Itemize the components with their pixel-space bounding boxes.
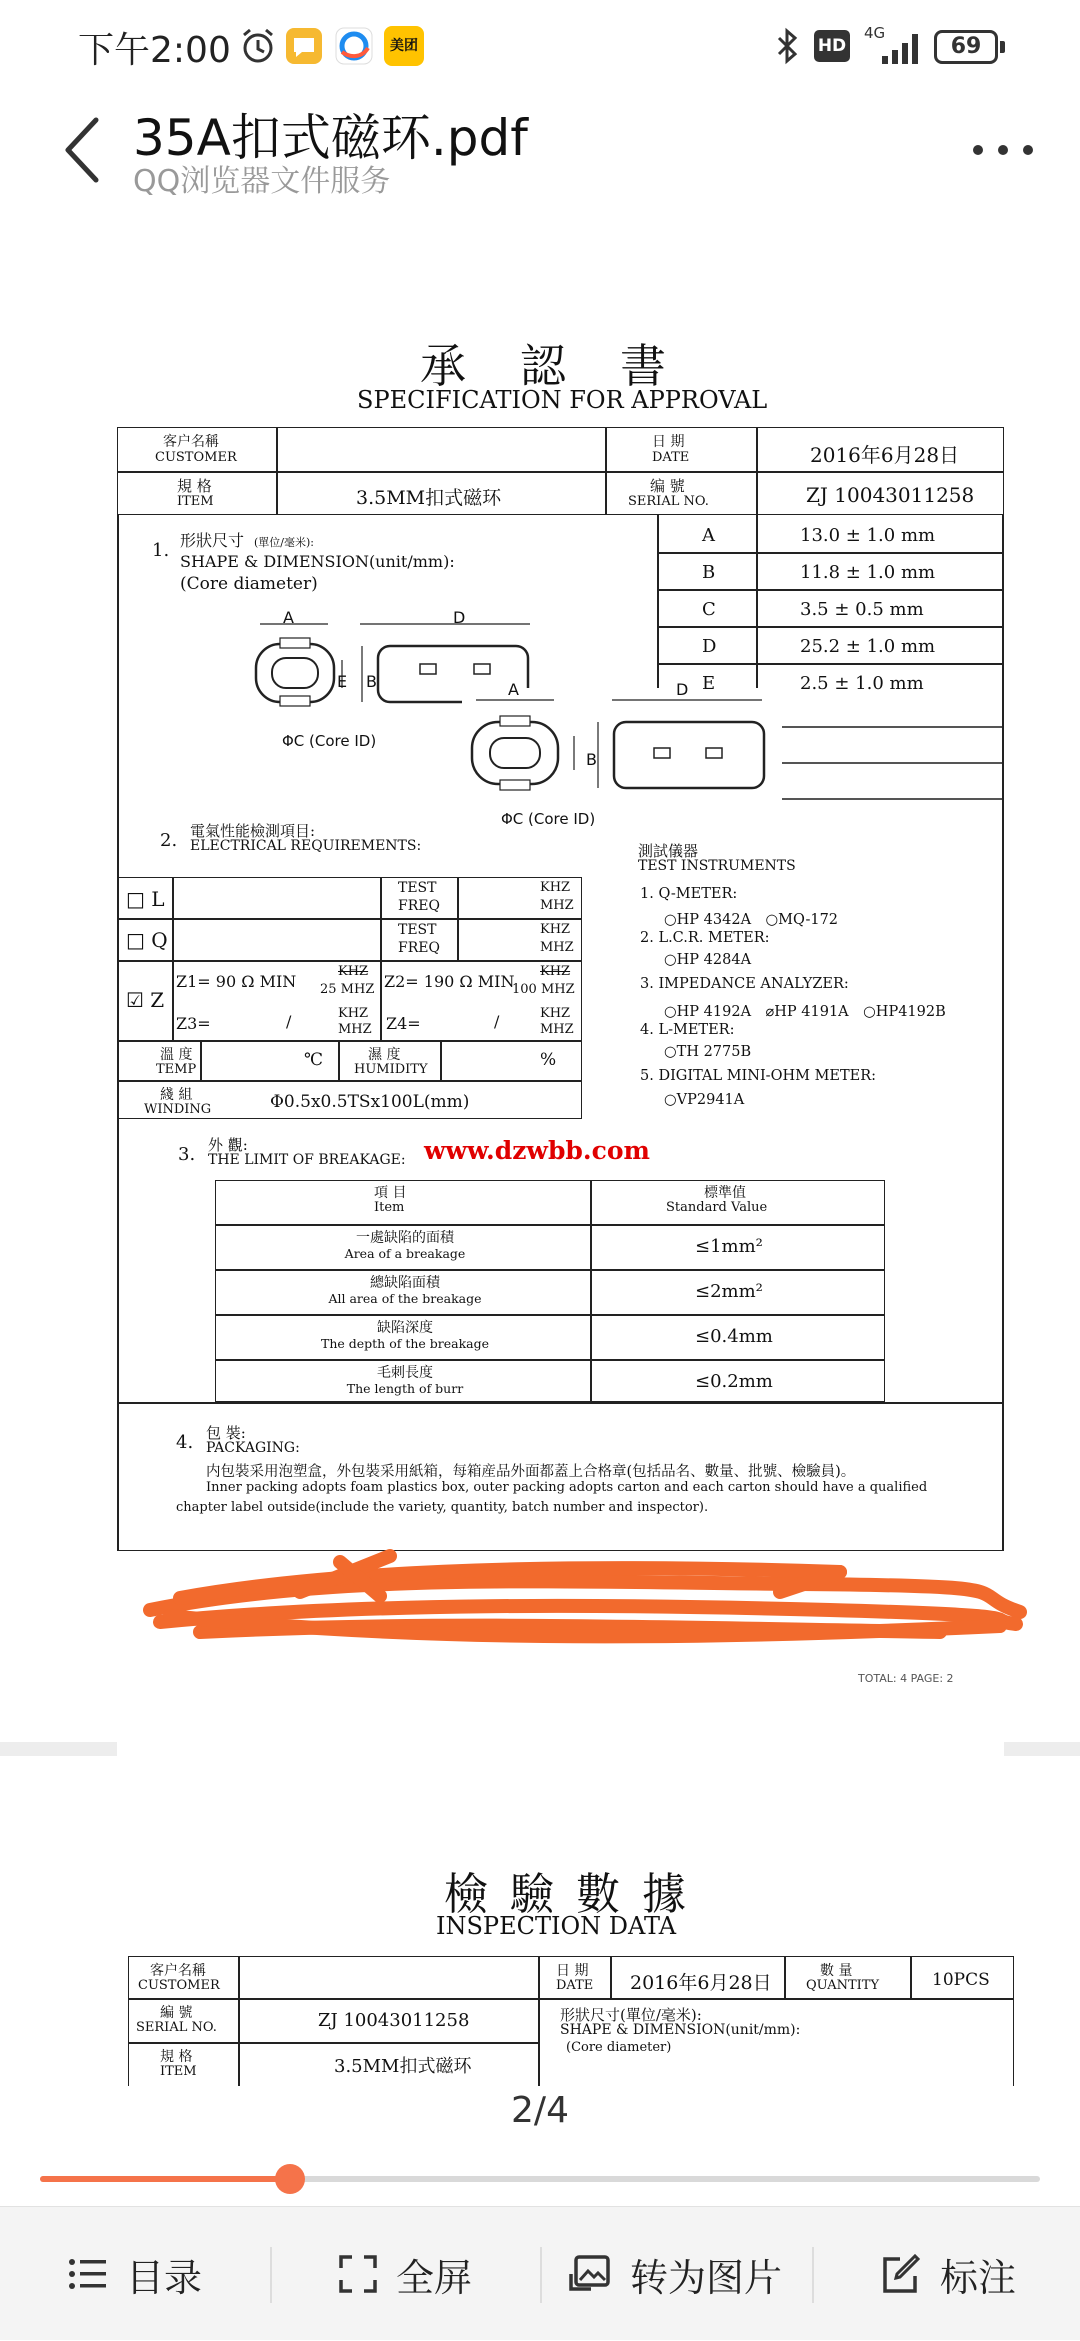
p3-shape-title-en: SHAPE & DIMENSION(unit/mm):	[560, 2022, 801, 2038]
sec1-unit: (單位/毫米):	[254, 536, 314, 549]
diagram-label-d-large: D	[676, 680, 689, 699]
pdf-viewer[interactable]	[0, 212, 1080, 2079]
p3-customer-label: 客户名稱	[150, 1963, 206, 1979]
divider	[782, 798, 1002, 800]
z3-khz: KHZ	[338, 1006, 369, 1021]
fullscreen-button[interactable]	[338, 2207, 472, 2341]
humidity-label: 濕 度	[368, 1047, 401, 1063]
redaction-scribble	[140, 1532, 1040, 1672]
dimension-key: C	[702, 599, 716, 620]
dimension-value: 13.0 ± 1.0 mm	[800, 525, 936, 546]
test-label: TEST	[398, 922, 437, 938]
item-value: 3.5MM扣式磁环	[356, 487, 502, 509]
p3-item-label-en: ITEM	[160, 2064, 197, 2079]
divider	[756, 427, 758, 515]
date-value: 2016年6月28日	[810, 443, 960, 467]
toc-button[interactable]	[68, 2207, 202, 2341]
serial-label: 编 號	[650, 477, 685, 495]
date-label: 日 期	[652, 434, 685, 450]
divider	[238, 1956, 240, 2086]
watermark-text: www.dzwbb.com	[424, 1136, 650, 1165]
sec2-title: 電氣性能檢測項目:	[190, 822, 316, 840]
instrument-line: ○HP 4192A ⌀HP 4191A ○HP4192B	[664, 1004, 946, 1020]
p3-serial-label-en: SERIAL NO.	[136, 2020, 217, 2035]
breakage-item-en: The depth of the breakage	[320, 1336, 490, 1351]
notes-app-icon	[284, 26, 324, 66]
page-footer: TOTAL: 4 PAGE: 2	[858, 1672, 954, 1685]
date-label-en: DATE	[652, 450, 690, 465]
checkbox-q: □ Q	[126, 928, 168, 952]
packaging-en-2: chapter label outside(include the variety, quantity, batch number and inspector).	[176, 1500, 709, 1515]
temp-unit: ℃	[304, 1050, 324, 1070]
divider	[117, 1402, 1004, 1404]
sec4-num: 4.	[176, 1432, 194, 1453]
test-label: TEST	[398, 880, 437, 896]
battery-tip	[1000, 41, 1005, 53]
winding-label-en: WINDING	[144, 1102, 212, 1117]
z1-freq: 25 MHZ	[320, 982, 375, 997]
diagram-label-d: D	[453, 608, 466, 627]
instrument-line: ○HP 4284A	[664, 952, 752, 968]
document-title: 35A扣式磁环.pdf	[133, 109, 528, 167]
divider	[117, 1080, 582, 1082]
mhz-label: MHZ	[540, 940, 574, 955]
z2-khz: KHZ	[540, 964, 571, 979]
bottom-toolbar	[0, 2206, 1080, 2340]
p3-date-label-en: DATE	[556, 1978, 594, 1993]
diagram-label-a-large: A	[508, 680, 519, 699]
toolbar-separator	[540, 2247, 542, 2303]
divider	[380, 877, 382, 1040]
divider	[538, 1956, 540, 2086]
z4-mhz: MHZ	[540, 1022, 574, 1037]
dimension-value: 3.5 ± 0.5 mm	[800, 599, 924, 620]
4g-signal-icon	[878, 26, 926, 66]
convert-image-label: 转为图片	[630, 2255, 783, 2300]
page3-title: 檢 驗 數 據	[444, 1869, 690, 1920]
bluetooth-icon	[774, 26, 800, 66]
app-header	[0, 92, 1080, 212]
breakage-item: 總缺陷面積	[370, 1275, 440, 1291]
packaging-en-1: Inner packing adopts foam plastics box, outer packing adopts carton and each carton should have a qualified	[206, 1480, 928, 1495]
diagram-label-a: A	[283, 608, 294, 627]
customer-label-en: CUSTOMER	[155, 450, 237, 465]
sec2-title-en: ELECTRICAL REQUIREMENTS:	[190, 838, 422, 854]
meituan-icon: 美团	[384, 26, 424, 66]
humidity-label-en: HUMIDITY	[354, 1062, 428, 1077]
status-time: 下午2:00	[78, 30, 231, 71]
network-type: 4G	[864, 24, 886, 42]
z1-value: Z1= 90 Ω MIN	[176, 972, 297, 991]
qq-browser-icon	[334, 26, 374, 66]
p3-serial-label: 編 號	[160, 2005, 193, 2021]
humidity-unit: %	[540, 1050, 557, 1070]
dimension-key: E	[702, 673, 716, 694]
p3-date-label: 日 期	[556, 1963, 589, 1979]
instruments-title-en: TEST INSTRUMENTS	[638, 858, 796, 874]
divider	[128, 2042, 538, 2044]
breakage-item: 缺陷深度	[377, 1320, 433, 1336]
divider	[457, 877, 459, 960]
freq-label: FREQ	[398, 940, 440, 956]
breakage-head-item-en: Item	[374, 1200, 405, 1215]
serial-value: ZJ 10043011258	[806, 483, 975, 507]
divider	[440, 1040, 442, 1080]
z2-value: Z2= 190 Ω MIN	[384, 972, 515, 991]
battery-icon	[934, 30, 998, 64]
breakage-value: ≤1mm²	[695, 1236, 763, 1257]
electrical-table	[117, 877, 582, 1119]
divider	[784, 1956, 786, 1998]
p3-qty-label: 數 量	[820, 1963, 853, 1979]
instrument-line: ○VP2941A	[664, 1092, 745, 1108]
p3-shape-title: 形狀尺寸(單位/毫米):	[560, 2006, 702, 2024]
list-icon	[68, 2256, 108, 2292]
instrument-line: 1. Q-METER:	[640, 886, 738, 902]
divider	[590, 1180, 592, 1402]
divider	[605, 427, 607, 515]
doc-title-cn: 承 認 書	[420, 339, 670, 393]
divider	[276, 427, 278, 515]
divider	[117, 1040, 582, 1042]
toolbar-separator	[270, 2247, 272, 2303]
divider	[215, 1224, 885, 1226]
sec1-note: (Core diameter)	[180, 574, 318, 594]
sec3-title: 外 觀:	[208, 1136, 248, 1154]
toc-label: 目录	[126, 2255, 203, 2300]
divider	[338, 1040, 340, 1080]
divider	[782, 726, 1002, 728]
khz-label: KHZ	[540, 922, 571, 937]
divider	[657, 589, 1002, 591]
document-source: QQ浏览器文件服务	[133, 164, 391, 199]
p3-serial-value: ZJ 10043011258	[318, 2010, 470, 2031]
temp-label: 溫 度	[160, 1047, 193, 1063]
dimension-key: D	[702, 636, 717, 657]
breakage-head-item: 項 目	[374, 1185, 407, 1201]
hd-icon: HD	[814, 30, 850, 62]
divider	[657, 663, 1002, 665]
instrument-line: 2. L.C.R. METER:	[640, 930, 770, 946]
divider	[117, 471, 1004, 473]
diagram-label-b: B	[366, 672, 377, 691]
diagram-label-e: E	[337, 672, 348, 691]
doc-title-en: SPECIFICATION FOR APPROVAL	[357, 386, 768, 414]
z3-value: Z3=	[176, 1014, 211, 1033]
instruments-title: 測試儀器	[638, 842, 699, 860]
slider-thumb[interactable]	[275, 2164, 305, 2194]
divider	[657, 626, 1002, 628]
z4-khz: KHZ	[540, 1006, 571, 1021]
customer-label: 客户名稱	[163, 434, 219, 450]
page3-title-en: INSPECTION DATA	[436, 1912, 677, 1940]
breakage-item-en: All area of the breakage	[328, 1291, 482, 1306]
serial-label-en: SERIAL NO.	[628, 494, 709, 509]
z3-slash: /	[286, 1012, 292, 1031]
divider	[910, 1956, 912, 1998]
edit-icon	[880, 2254, 922, 2294]
instrument-line: ○HP 4342A ○MQ-172	[664, 912, 839, 928]
item-label: 規 格	[177, 477, 212, 495]
dimension-key: A	[702, 525, 715, 546]
annotate-button[interactable]	[880, 2207, 1016, 2341]
winding-label: 綫 組	[160, 1087, 193, 1103]
dimension-value: 11.8 ± 1.0 mm	[800, 562, 936, 583]
diagram-label-core: ΦC (Core ID)	[282, 732, 377, 750]
p3-shape-note: (Core diameter)	[566, 2040, 672, 2055]
breakage-value: ≤2mm²	[695, 1281, 763, 1302]
z4-slash: /	[494, 1012, 500, 1031]
divider	[200, 1040, 202, 1080]
sec2-num: 2.	[160, 830, 178, 851]
convert-image-button[interactable]	[568, 2207, 782, 2341]
alarm-icon	[238, 26, 278, 66]
khz-label: KHZ	[540, 880, 571, 895]
pdf-page-2	[0, 212, 1080, 1742]
checkbox-z: ☑ Z	[126, 988, 165, 1012]
temp-label-en: TEMP	[156, 1062, 197, 1077]
fullscreen-icon	[338, 2254, 378, 2294]
mhz-label: MHZ	[540, 898, 574, 913]
instrument-line: 5. DIGITAL MINI-OHM METER:	[640, 1068, 877, 1084]
p3-date-value: 2016年6月28日	[630, 1972, 772, 1994]
diagram-overlay	[462, 688, 782, 816]
z3-mhz: MHZ	[338, 1022, 372, 1037]
sec3-num: 3.	[178, 1144, 196, 1165]
checkbox-l: □ L	[126, 887, 165, 911]
breakage-item: 一處缺陷的面積	[356, 1230, 454, 1246]
divider	[756, 515, 758, 700]
z4-value: Z4=	[386, 1014, 421, 1033]
divider	[117, 960, 582, 962]
divider	[657, 515, 659, 700]
back-arrow-icon[interactable]	[58, 110, 108, 190]
p3-item-label: 規 格	[160, 2049, 193, 2065]
dimension-value: 2.5 ± 1.0 mm	[800, 673, 924, 694]
divider	[610, 1956, 612, 1998]
slider-fill	[40, 2176, 290, 2182]
instrument-line: 3. IMPEDANCE ANALYZER:	[640, 976, 849, 992]
winding-value: Φ0.5x0.5TSx100L(mm)	[270, 1092, 470, 1112]
breakage-item-en: Area of a breakage	[344, 1246, 466, 1261]
divider	[782, 762, 1002, 764]
divider	[215, 1359, 885, 1361]
sec1-title-en: SHAPE & DIMENSION(unit/mm):	[180, 552, 455, 571]
freq-label: FREQ	[398, 898, 440, 914]
page-slider[interactable]	[40, 2160, 1040, 2200]
breakage-head-std: 標準值	[704, 1185, 746, 1201]
breakage-head-std-en: Standard Value	[666, 1200, 768, 1215]
z2-freq: 100 MHZ	[512, 982, 575, 997]
breakage-value: ≤0.2mm	[695, 1371, 773, 1392]
dimension-key: B	[702, 562, 716, 583]
diagram-label-core-large: ΦC (Core ID)	[501, 810, 596, 828]
p3-qty-value: 10PCS	[932, 1970, 990, 1990]
sec3-title-en: THE LIMIT OF BREAKAGE:	[208, 1152, 406, 1168]
breakage-item-en: The length of burr	[346, 1381, 464, 1396]
more-options-icon[interactable]	[968, 130, 1038, 170]
p3-customer-label-en: CUSTOMER	[138, 1978, 220, 1993]
page-indicator: 2/4	[511, 2090, 569, 2131]
instrument-line: 4. L-METER:	[640, 1022, 735, 1038]
status-bar	[0, 0, 1080, 92]
z1-khz: KHZ	[338, 964, 369, 979]
p3-item-value: 3.5MM扣式磁环	[334, 2056, 472, 2077]
image-convert-icon	[568, 2254, 612, 2294]
sec1-title: 形狀尺寸	[180, 531, 245, 550]
annotate-label: 标注	[940, 2255, 1017, 2300]
fullscreen-label: 全屏	[396, 2255, 473, 2300]
sec1-num: 1.	[152, 540, 170, 561]
breakage-value: ≤0.4mm	[695, 1326, 773, 1347]
toolbar-separator	[812, 2247, 814, 2303]
breakage-item: 毛刺長度	[377, 1365, 433, 1381]
instrument-line: ○TH 2775B	[664, 1044, 752, 1060]
sec4-title-en: PACKAGING:	[206, 1440, 300, 1456]
divider	[215, 1314, 885, 1316]
dimension-value: 25.2 ± 1.0 mm	[800, 636, 936, 657]
battery-level: 69	[950, 34, 982, 59]
divider	[128, 1998, 1014, 2000]
divider	[117, 918, 582, 920]
item-label-en: ITEM	[177, 494, 214, 509]
divider	[172, 877, 174, 1040]
packaging-cn: 内包裝采用泡塑盒，外包裝采用紙箱，每箱産品外面都蓋上合格章(包括品名、數量、批號、檢驗員)。	[206, 1464, 856, 1480]
divider	[657, 552, 1002, 554]
p3-qty-label-en: QUANTITY	[806, 1978, 880, 1993]
core-diagram-large	[462, 688, 782, 816]
sec4-title: 包 裝:	[206, 1424, 246, 1442]
divider	[215, 1269, 885, 1271]
diagram-label-b-large: B	[586, 750, 597, 769]
